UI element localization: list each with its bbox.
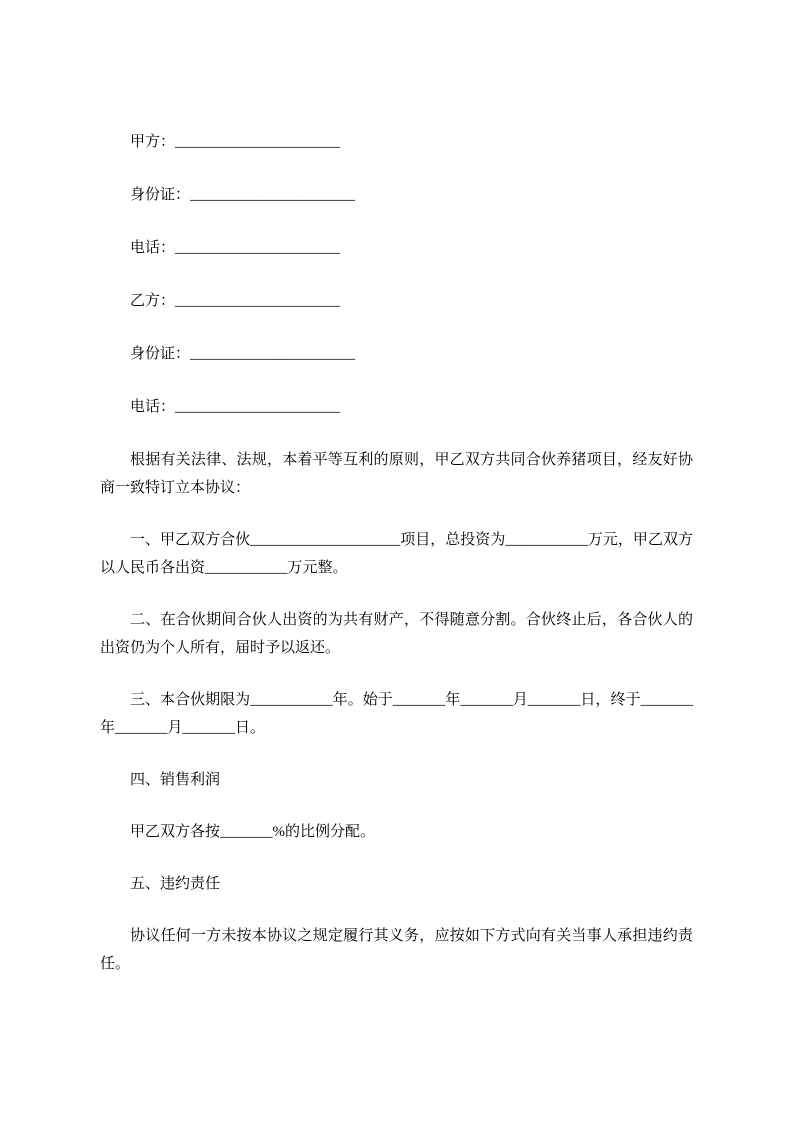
field-party-a-label: 甲方： bbox=[130, 134, 176, 150]
field-phone-b-blank: ______________________ bbox=[175, 399, 341, 415]
field-id-a-blank: ______________________ bbox=[190, 187, 356, 203]
field-party-b-line bbox=[100, 287, 693, 315]
field-id-b-line bbox=[100, 340, 693, 368]
field-phone-a-line bbox=[100, 234, 693, 262]
paragraph-preamble: 根据有关法律、法规，本着平等互利的原则，甲乙双方共同合伙养猪项目，经友好协商一致特订立本协议： bbox=[100, 452, 693, 496]
clause-2: 二、在合伙期间合伙人出资的为共有财产，不得随意分割。合伙终止后，各合伙人的出资仍为个人所有，届时予以返还。 bbox=[100, 612, 693, 656]
field-phone-b-line bbox=[100, 393, 693, 421]
clause-4-heading: 四、销售利润 bbox=[130, 772, 221, 788]
field-id-b-label: 身份证： bbox=[130, 346, 191, 362]
field-id-a-line bbox=[100, 181, 693, 209]
clause-3: 三、本合伙期限为___________年。始于_______年_______月_______日，终于_______年_______月_______日。 bbox=[100, 692, 693, 736]
field-party-b-blank: ______________________ bbox=[175, 293, 341, 309]
clause-5-heading: 五、违约责任 bbox=[130, 876, 221, 892]
clause-1: 一、甲乙双方合伙____________________项目，总投资为___________万元，甲乙双方以人民币各出资___________万元整。 bbox=[100, 532, 693, 576]
field-phone-a-label: 电话： bbox=[130, 240, 176, 256]
field-party-a-line bbox=[100, 128, 693, 156]
field-phone-b-label: 电话： bbox=[130, 399, 176, 415]
field-party-b-label: 乙方： bbox=[130, 293, 176, 309]
field-phone-a-blank: ______________________ bbox=[175, 240, 341, 256]
field-id-b-blank: ______________________ bbox=[190, 346, 356, 362]
clause-5-body: 协议任何一方未按本协议之规定履行其义务，应按如下方式向有关当事人承担违约责任。 bbox=[100, 928, 693, 972]
field-id-a-label: 身份证： bbox=[130, 187, 191, 203]
field-party-a-blank: ______________________ bbox=[175, 134, 341, 150]
clause-4-body: 甲乙双方各按_______%的比例分配。 bbox=[130, 824, 375, 840]
